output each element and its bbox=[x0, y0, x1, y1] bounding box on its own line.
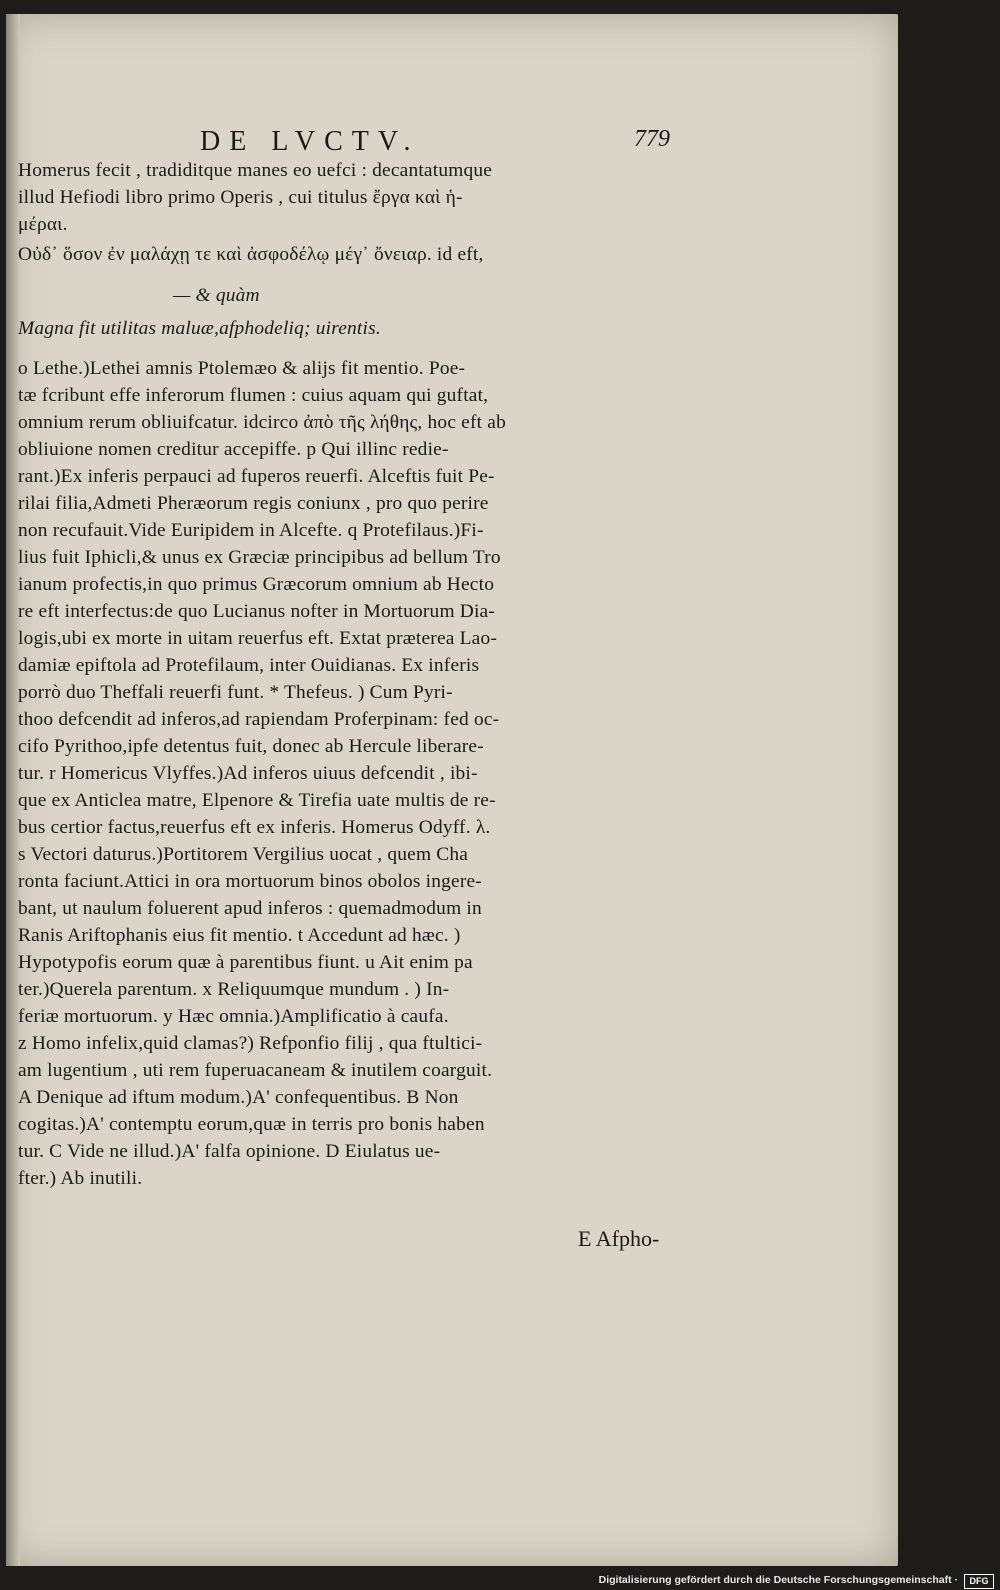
text-line: cifo Pyrithoo,ipfe detentus fuit, donec ab Hercule liberare- bbox=[18, 736, 484, 757]
text-line: thoo defcendit ad inferos,ad rapiendam Proferpinam: fed oc- bbox=[18, 709, 500, 730]
text-line: tur. r Homericus Vlyffes.)Ad inferos uiuus defcendit , ibi- bbox=[18, 763, 478, 784]
text-line: ronta faciunt.Attici in ora mortuorum binos obolos ingere- bbox=[18, 871, 482, 892]
text-line: tur. C Vide ne illud.)A' falfa opinione. D Eiulatus ue- bbox=[18, 1141, 441, 1162]
text-line: μέραι. bbox=[18, 214, 68, 235]
text-line: feriæ mortuorum. y Hæc omnia.)Amplificatio à caufa. bbox=[18, 1006, 449, 1027]
text-line: logis,ubi ex morte in uitam reuerfus eft. Extat præterea Lao- bbox=[18, 628, 498, 649]
catchword: E Afpho- bbox=[578, 1226, 660, 1251]
dfg-logo-icon: DFG bbox=[964, 1574, 994, 1589]
text-line: rant.)Ex inferis perpauci ad fuperos reuerfi. Alceftis fuit Pe- bbox=[18, 466, 495, 487]
funding-credit: Digitalisierung gefördert durch die Deutsche Forschungsgemeinschaft · bbox=[598, 1574, 958, 1586]
text-line: Οὐδ᾽ ὅσον ἐν μαλάχῃ τε καὶ ἀσφοδέλῳ μέγ᾽ ὄνειαρ. id eft, bbox=[18, 244, 484, 265]
page-header bbox=[200, 126, 670, 156]
text-line: non recufauit.Vide Euripidem in Alcefte. q Protefilaus.)Fi- bbox=[18, 520, 484, 541]
text-line: porrò duo Theffali reuerfi funt. * Thefeus. ) Cum Pyri- bbox=[18, 682, 453, 703]
verse-line: — & quàm bbox=[173, 285, 260, 306]
text-line: o Lethe.)Lethei amnis Ptolemæo & alijs fit mentio. Poe- bbox=[18, 358, 466, 379]
text-line: illud Hefiodi libro primo Operis , cui titulus ἔργα καὶ ἡ- bbox=[18, 187, 463, 208]
verse-line: Magna fit utilitas maluæ,afphodeliq; uirentis. bbox=[18, 318, 381, 339]
text-line: ter.)Querela parentum. x Reliquumque mundum . ) In- bbox=[18, 979, 450, 1000]
text-line: rilai filia,Admeti Pheræorum regis coniunx , pro quo perire bbox=[18, 493, 489, 514]
text-line: ianum profectis,in quo primus Græcorum omnium ab Hecto bbox=[18, 574, 495, 595]
text-line: am lugentium , uti rem fuperuacaneam & inutilem coarguit. bbox=[18, 1060, 493, 1081]
running-title: DE LVCTV. bbox=[200, 126, 420, 157]
text-line: lius fuit Iphicli,& unus ex Græciæ principibus ad bellum Tro bbox=[18, 547, 501, 568]
text-line: bus certior factus,reuerfus eft ex inferis. Homerus Odyff. λ. bbox=[18, 817, 491, 838]
text-line: z Homo infelix,quid clamas?) Refponfio filij , qua ftultici- bbox=[18, 1033, 483, 1054]
text-line: A Denique ad iftum modum.)A' confequentibus. B Non bbox=[18, 1087, 459, 1108]
text-line: fter.) Ab inutili. bbox=[18, 1168, 143, 1189]
text-line: que ex Anticlea matre, Elpenore & Tirefia uate multis de re- bbox=[18, 790, 496, 811]
text-line: re eft interfectus:de quo Lucianus nofter in Mortuorum Dia- bbox=[18, 601, 496, 622]
text-line: Hypotypofis eorum quæ à parentibus fiunt. u Ait enim pa bbox=[18, 952, 473, 973]
text-line: tæ fcribunt effe inferorum flumen : cuius aquam qui guftat, bbox=[18, 385, 489, 406]
text-line: cogitas.)A' contemptu eorum,quæ in terris pro bonis haben bbox=[18, 1114, 485, 1135]
text-line: obliuione nomen creditur accepiffe. p Qui illinc redie- bbox=[18, 439, 449, 460]
text-line: s Vectori daturus.)Portitorem Vergilius uocat , quem Cha bbox=[18, 844, 469, 865]
text-line: Ranis Ariftophanis eius fit mentio. t Accedunt ad hæc. ) bbox=[18, 925, 461, 946]
text-line: damiæ epiftola ad Protefilaum, inter Ouidianas. Ex inferis bbox=[18, 655, 480, 676]
page-number: 779 bbox=[634, 126, 670, 152]
text-line: bant, ut naulum foluerent apud inferos : quemadmodum in bbox=[18, 898, 482, 919]
text-line: omnium rerum obliuifcatur. idcirco ἀπὸ τῆς λήθης, hoc eft ab bbox=[18, 412, 506, 433]
text-line: Homerus fecit , tradiditque manes eo uefci : decantatumque bbox=[18, 160, 493, 181]
